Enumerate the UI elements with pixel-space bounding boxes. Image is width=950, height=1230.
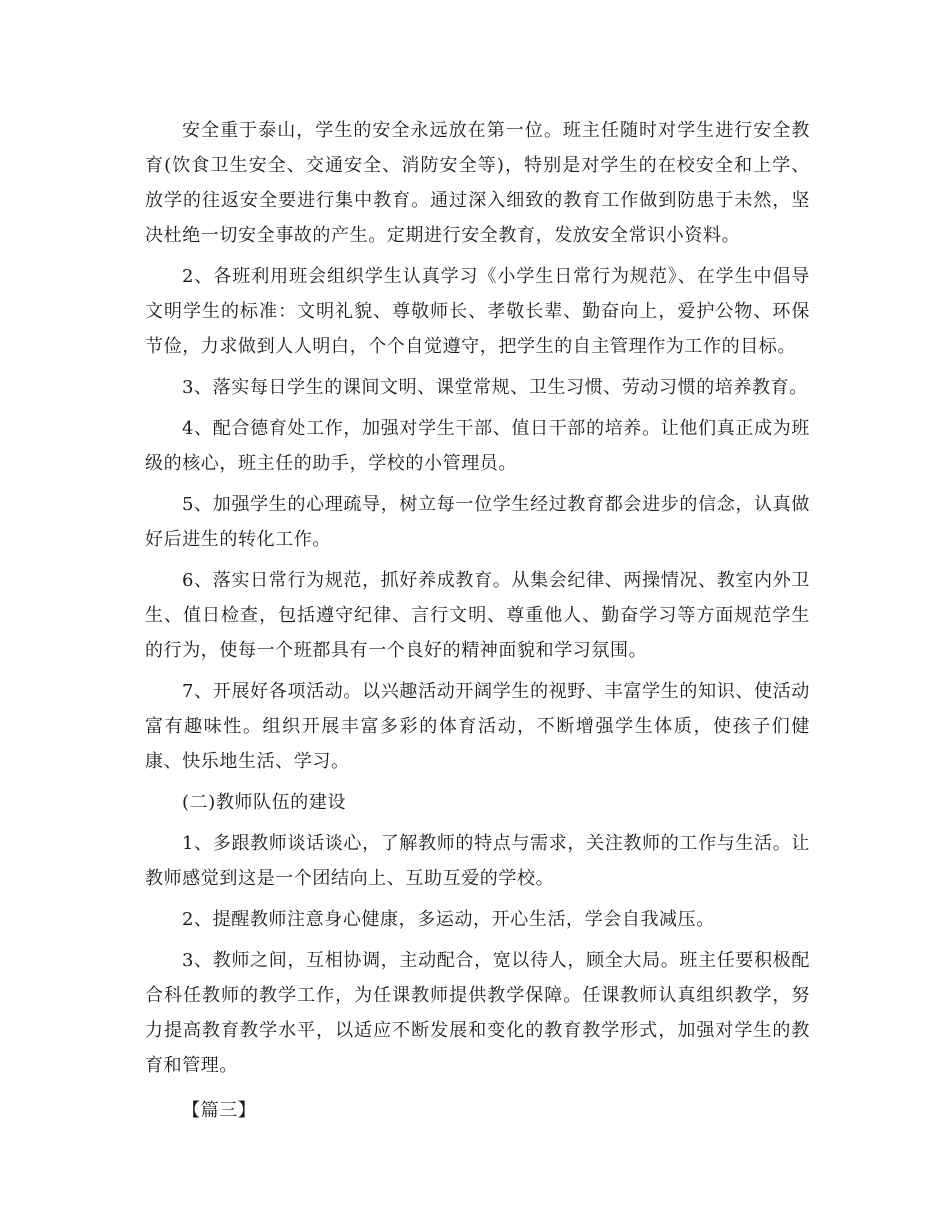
- section-heading-teachers: (二)教师队伍的建设: [182, 792, 347, 813]
- paragraph-safety: 安全重于泰山，学生的安全永远放在第一位。班主任随时对学生进行安全教育(饮食卫生安全、交通安全、消防安全等)，特别是对学生的在校安全和上学、放学的往返安全要进行集中教育。通过深入细致的教育工作做到防患于未然，坚决杜绝一切安全事故的产生。定期进行安全教育，发放安全常识小资料。: [145, 120, 810, 246]
- paragraph-teacher-3: 3、教师之间，互相协调，主动配合，宽以待人，顾全大局。班主任要积极配合科任教师的教学工作，为任课教师提供教学保障。任课教师认真组织教学，努力提高教育教学水平，以适应不断发展和变化的教育教学形式，加强对学生的教育和管理。: [145, 950, 810, 1076]
- paragraph-item-3: 3、落实每日学生的课间文明、课堂常规、卫生习惯、劳动习惯的培养教育。: [182, 377, 808, 398]
- paragraph-item-2: 2、各班利用班会组织学生认真学习《小学生日常行为规范》、在学生中倡导文明学生的标准：文明礼貌、尊敬师长、孝敬长辈、勤奋向上，爱护公物、环保节俭，力求做到人人明白，个个自觉遵守，把学生的自主管理作为工作的目标。: [145, 266, 810, 357]
- paragraph-item-7: 7、开展好各项活动。以兴趣活动开阔学生的视野、丰富学生的知识、使活动富有趣味性。组织开展丰富多彩的体育活动，不断增强学生体质，使孩子们健康、快乐地生活、学习。: [145, 681, 810, 772]
- paragraph-teacher-1: 1、多跟教师谈话谈心，了解教师的特点与需求，关注教师的工作与生活。让教师感觉到这是一个团结向上、互助互爱的学校。: [145, 833, 810, 889]
- section-marker-part-three: 【篇三】: [182, 1100, 257, 1121]
- paragraph-item-5: 5、加强学生的心理疏导，树立每一位学生经过教育都会进步的信念，认真做好后进生的转化工作。: [145, 494, 810, 550]
- paragraph-teacher-2: 2、提醒教师注意身心健康，多运动，开心生活，学会自我减压。: [182, 909, 715, 930]
- document-body: [145, 113, 810, 1134]
- paragraph-item-4: 4、配合德育处工作，加强对学生干部、值日干部的培养。让他们真正成为班级的核心，班主任的助手，学校的小管理员。: [145, 418, 810, 474]
- paragraph-item-6: 6、落实日常行为规范，抓好养成教育。从集会纪律、两操情况、教室内外卫生、值日检查，包括遵守纪律、言行文明、尊重他人、勤奋学习等方面规范学生的行为，使每一个班都具有一个良好的精神面貌和学习氛围。: [145, 570, 810, 661]
